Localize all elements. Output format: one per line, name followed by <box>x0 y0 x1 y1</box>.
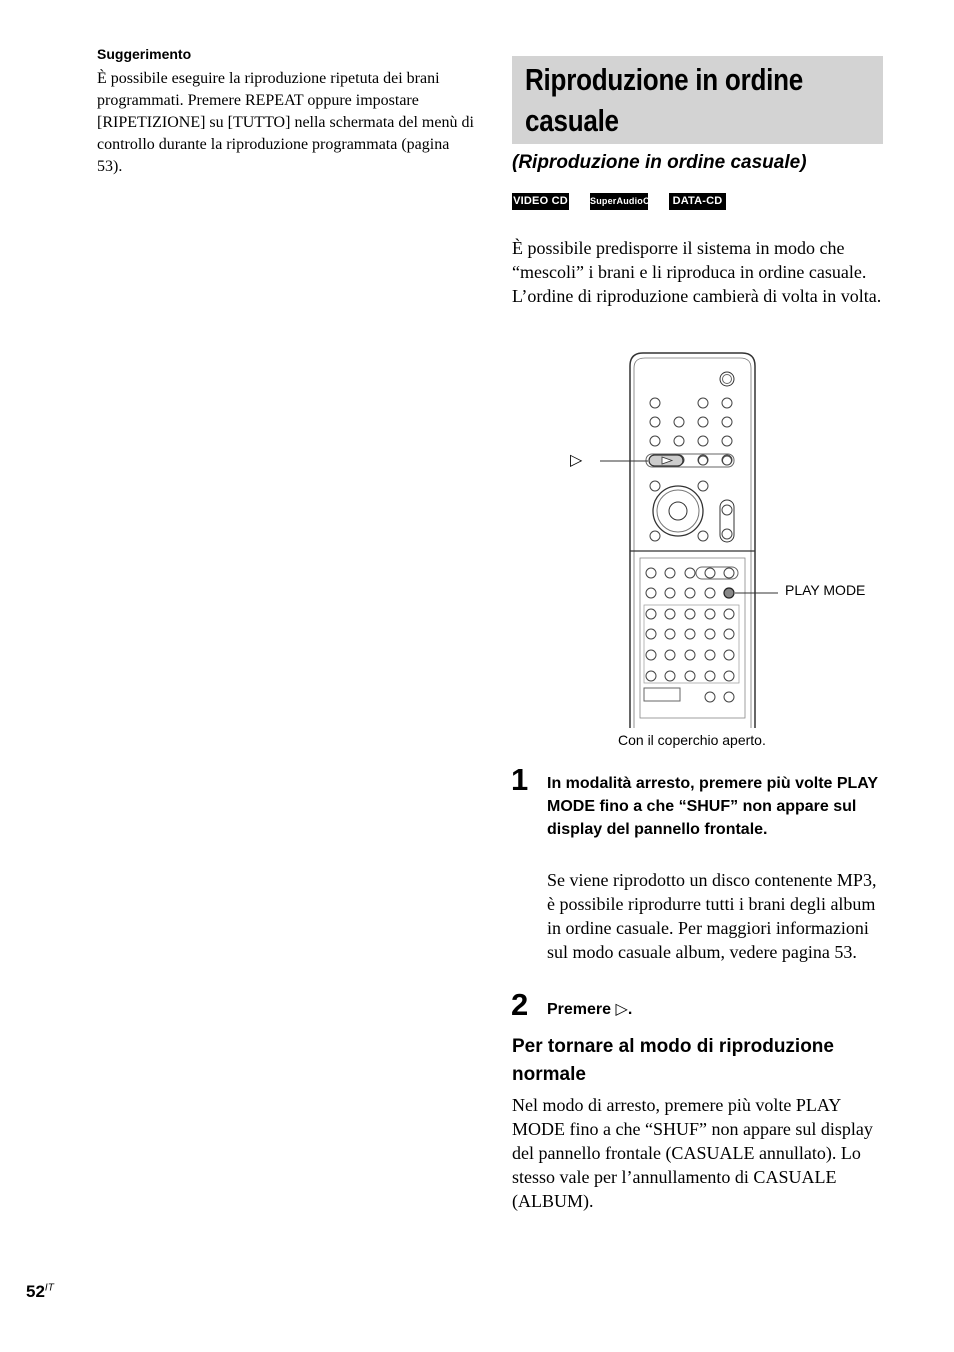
play-mode-callout: PLAY MODE <box>785 582 866 598</box>
remote-control-illustration <box>560 348 890 733</box>
step-2-number: 2 <box>511 987 529 1022</box>
section-title: Riproduzione in ordine casuale <box>525 62 803 138</box>
step-1-body: Se viene riprodotto un disco contenente MP3, è possibile riprodurre tutti i brani degli album in ordine casuale. Per maggiori informazioni sul modo casuale album, vedere pagina 53. <box>547 870 877 962</box>
badge-data-cd: DATA-CD <box>669 193 726 210</box>
return-section-body: Nel modo di arresto, premere più volte PLAY MODE fino a che “SHUF” non appare sul display del pannello frontale (CASUALE annullato). Lo stesso vale per l’annullamento di CASUALE (ALBUM). <box>512 1095 873 1211</box>
return-section-heading: Per tornare al modo di riproduzione normale <box>512 1036 834 1085</box>
figure-caption: Con il coperchio aperto. <box>618 732 766 748</box>
play-symbol-icon: ▷ <box>615 1001 628 1018</box>
page-number-suffix: IT <box>44 1282 54 1294</box>
step-2-heading-suffix: . <box>627 1001 633 1018</box>
page-number <box>26 1282 54 1302</box>
tip-text: È possibile eseguire la riproduzione ripetuta dei brani programmati. Premere REPEAT oppure impostare [RIPETIZIONE] su [TUTTO] nella schermata del menù di controllo durante la riproduzione programmata (pagina 53). <box>97 70 474 175</box>
badge-super-audio-cd: SuperAudioCD <box>590 193 648 210</box>
step-2-heading-prefix: Premere <box>547 1001 612 1018</box>
step-1-heading: In modalità arresto, premere più volte PLAY MODE fino a che “SHUF” non appare sul display del pannello frontale. <box>547 775 878 838</box>
page-number-value: 52 <box>26 1282 45 1301</box>
step-2-heading <box>547 998 887 1021</box>
tip-title: Suggerimento <box>97 46 192 62</box>
section-subtitle: (Riproduzione in ordine casuale) <box>512 152 807 173</box>
step-1-number: 1 <box>511 762 529 797</box>
badge-video-cd: VIDEO CD <box>512 193 569 210</box>
intro-paragraph: È possibile predisporre il sistema in modo che “mescoli” i brani e li riproduca in ordine casuale. L’ordine di riproduzione cambierà di volta in volta. <box>512 238 882 306</box>
play-symbol-callout: ▷ <box>570 452 583 469</box>
